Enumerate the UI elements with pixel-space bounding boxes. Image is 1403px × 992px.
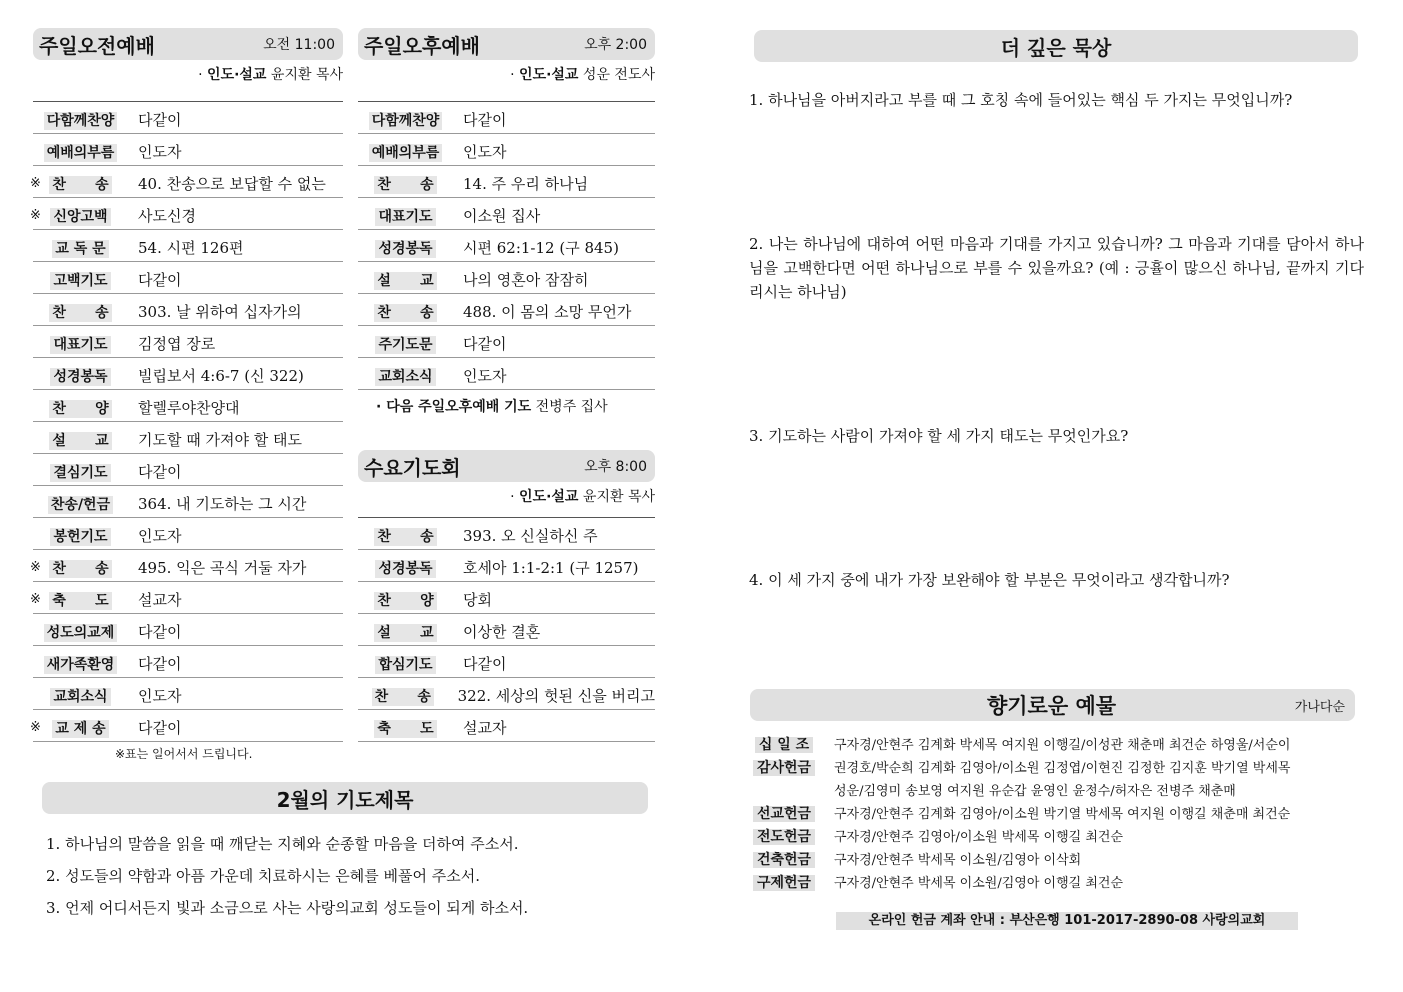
order-value: 303. 날 위하여 십자가의 bbox=[138, 303, 302, 321]
afternoon-service-time: 오후 2:00 bbox=[584, 37, 647, 53]
leader-label: 인도·설교 bbox=[519, 67, 579, 83]
meditation-header bbox=[754, 30, 1358, 62]
online-account-notice bbox=[836, 912, 1298, 930]
standing-mark: ※ bbox=[30, 176, 41, 191]
offering-label-text: 십 일 조 bbox=[755, 737, 813, 753]
order-label bbox=[358, 206, 453, 226]
morning-service-header bbox=[33, 28, 343, 60]
offering-row bbox=[750, 849, 1370, 872]
offering-row bbox=[750, 872, 1370, 895]
order-value: 다같이 bbox=[138, 463, 182, 481]
offering-label bbox=[750, 849, 818, 872]
order-row bbox=[33, 358, 343, 390]
order-label-text: 축 도 bbox=[374, 720, 436, 738]
order-value: 54. 시편 126편 bbox=[138, 239, 244, 257]
order-row bbox=[358, 294, 655, 326]
order-row bbox=[33, 326, 343, 358]
offering-label-text: 전도헌금 bbox=[753, 829, 815, 845]
order-value: 할렐루야찬양대 bbox=[138, 399, 240, 417]
order-label-text: 찬 송 bbox=[374, 528, 436, 546]
order-value: 다같이 bbox=[463, 655, 507, 673]
order-label bbox=[33, 526, 128, 546]
offering-row bbox=[750, 803, 1370, 826]
order-label-text: 찬 양 bbox=[374, 592, 436, 610]
order-label bbox=[33, 398, 128, 418]
order-label-text: 새가족환영 bbox=[44, 656, 118, 674]
order-label bbox=[33, 270, 128, 290]
order-value: 이상한 결혼 bbox=[463, 623, 541, 641]
prayer-item: 2. 성도들의 약함과 아픔 가운데 치료하시는 은혜를 베풀어 주소서. bbox=[46, 867, 480, 885]
order-value: 나의 영혼아 잠잠히 bbox=[463, 271, 589, 289]
order-value: 다같이 bbox=[138, 271, 182, 289]
order-row bbox=[33, 102, 343, 134]
offering-row bbox=[750, 780, 1370, 803]
order-row bbox=[358, 678, 655, 710]
order-value: 495. 익은 곡식 거둘 자가 bbox=[138, 559, 307, 577]
order-value: 김정엽 장로 bbox=[138, 335, 216, 353]
meditation-question-1: 1. 하나님을 아버지라고 부를 때 그 호칭 속에 들어있는 핵심 두 가지는 무엇입니까? bbox=[749, 91, 1293, 109]
order-value: 다같이 bbox=[138, 655, 182, 673]
order-label-text: 다함께찬양 bbox=[369, 112, 443, 130]
order-row bbox=[358, 262, 655, 294]
order-label-text: 찬 양 bbox=[49, 400, 111, 418]
order-label bbox=[33, 654, 128, 674]
order-value: 인도자 bbox=[463, 143, 507, 161]
prayer-item: 1. 하나님의 말씀을 읽을 때 깨닫는 지혜와 순종할 마음을 더하여 주소서. bbox=[46, 835, 519, 853]
order-label-text: 성경봉독 bbox=[375, 240, 435, 258]
order-row bbox=[30, 198, 343, 230]
order-label bbox=[33, 494, 128, 514]
order-row bbox=[33, 262, 343, 294]
order-value: 기도할 때 가져야 할 태도 bbox=[138, 431, 302, 449]
order-value: 393. 오 신실하신 주 bbox=[463, 527, 598, 545]
order-row bbox=[358, 550, 655, 582]
meditation-title: 더 깊은 묵상 bbox=[1000, 35, 1112, 60]
standing-mark: ※ bbox=[30, 720, 41, 735]
order-label-text: 대표기도 bbox=[375, 208, 435, 226]
next-prayer bbox=[376, 396, 608, 416]
order-value: 시편 62:1-12 (구 845) bbox=[463, 239, 619, 257]
order-value: 다같이 bbox=[463, 111, 507, 129]
order-value: 인도자 bbox=[138, 687, 182, 705]
order-row bbox=[30, 710, 343, 742]
order-label bbox=[358, 526, 453, 546]
offering-row bbox=[750, 734, 1370, 757]
order-value: 다같이 bbox=[138, 719, 182, 737]
order-row bbox=[33, 390, 343, 422]
order-value: 당회 bbox=[463, 591, 492, 609]
order-row bbox=[33, 486, 343, 518]
order-label-text: 다함께찬양 bbox=[44, 112, 118, 130]
order-label-text: 예배의부름 bbox=[369, 144, 443, 162]
order-label-text: 교회소식 bbox=[50, 688, 110, 706]
order-label-text: 찬 송 bbox=[49, 304, 111, 322]
order-row bbox=[33, 518, 343, 550]
order-label-text: 합심기도 bbox=[375, 656, 435, 674]
order-label bbox=[358, 622, 453, 642]
wednesday-order-list bbox=[358, 517, 655, 742]
order-value: 다같이 bbox=[463, 335, 507, 353]
afternoon-service-header bbox=[358, 28, 655, 60]
offering-names: 권경호/박순희 김계화 김영아/이소원 김정엽/이현진 김정한 김지훈 박기열 박세목 bbox=[834, 761, 1291, 776]
order-label-text: 설 교 bbox=[374, 624, 436, 642]
order-label bbox=[358, 590, 453, 610]
offering-row bbox=[750, 757, 1370, 780]
prayer-item: 3. 언제 어디서든지 빛과 소금으로 사는 사랑의교회 성도들이 되게 하소서. bbox=[46, 899, 529, 917]
order-label bbox=[30, 718, 128, 738]
order-row bbox=[358, 134, 655, 166]
order-label bbox=[33, 622, 128, 642]
order-label bbox=[358, 558, 453, 578]
order-label bbox=[33, 302, 128, 322]
order-label bbox=[358, 270, 453, 290]
order-value: 322. 세상의 헛된 신을 버리고 bbox=[457, 687, 655, 705]
meditation-question-3: 3. 기도하는 사람이 가져야 할 세 가지 태도는 무엇인가요? bbox=[749, 427, 1129, 445]
prayer-topics-list bbox=[46, 828, 666, 924]
order-label bbox=[33, 430, 128, 450]
order-row bbox=[358, 198, 655, 230]
order-label bbox=[358, 238, 453, 258]
morning-leader: · 인도·설교 윤지환 목사 bbox=[198, 67, 343, 83]
order-label-text: 교회소식 bbox=[375, 368, 435, 386]
standing-mark: ※ bbox=[30, 592, 41, 607]
order-value: 인도자 bbox=[138, 143, 182, 161]
order-label-text: 교 제 송 bbox=[52, 720, 108, 738]
offering-label bbox=[750, 872, 818, 895]
order-value: 364. 내 기도하는 그 시간 bbox=[138, 495, 307, 513]
order-row bbox=[358, 646, 655, 678]
order-label bbox=[30, 174, 128, 194]
afternoon-order-list bbox=[358, 101, 655, 390]
order-label-text: 대표기도 bbox=[50, 336, 110, 354]
order-row bbox=[30, 550, 343, 582]
offering-row bbox=[750, 826, 1370, 849]
order-label-text: 고백기도 bbox=[50, 272, 110, 290]
order-label bbox=[30, 558, 128, 578]
wednesday-service-time: 오후 8:00 bbox=[584, 459, 647, 475]
afternoon-service-title: 주일오후예배 bbox=[364, 33, 480, 58]
order-value: 호세아 1:1-2:1 (구 1257) bbox=[463, 559, 639, 577]
order-value: 설교자 bbox=[138, 591, 182, 609]
offering-header bbox=[750, 689, 1355, 721]
order-label-text: 봉헌기도 bbox=[50, 528, 110, 546]
order-row bbox=[358, 710, 655, 742]
morning-service-title: 주일오전예배 bbox=[39, 33, 155, 58]
morning-order-list bbox=[30, 101, 343, 742]
order-label-text: 주기도문 bbox=[375, 336, 435, 354]
offering-names: 구자경/안현주 김영아/이소원 박세목 이행길 최건순 bbox=[834, 830, 1124, 845]
order-label bbox=[358, 718, 453, 738]
order-row bbox=[358, 518, 655, 550]
prayer-topics-header bbox=[42, 782, 648, 814]
order-label bbox=[358, 366, 453, 386]
order-row bbox=[33, 614, 343, 646]
offering-label bbox=[750, 780, 818, 803]
offering-names: 구자경/안현주 박세목 이소원/김영아 이행길 최건순 bbox=[834, 876, 1124, 891]
order-label bbox=[33, 334, 128, 354]
order-row bbox=[358, 230, 655, 262]
order-value: 빌립보서 4:6-7 (신 322) bbox=[138, 367, 304, 385]
order-row bbox=[358, 614, 655, 646]
order-label bbox=[33, 462, 128, 482]
order-value: 인도자 bbox=[138, 527, 182, 545]
order-value: 488. 이 몸의 소망 무언가 bbox=[463, 303, 632, 321]
order-label-text: 찬 송 bbox=[374, 176, 436, 194]
prayer-topics-title: 2월의 기도제목 bbox=[276, 787, 414, 812]
order-row bbox=[33, 678, 343, 710]
wednesday-service-header bbox=[358, 450, 655, 482]
order-row bbox=[33, 454, 343, 486]
order-value: 인도자 bbox=[463, 367, 507, 385]
order-label bbox=[30, 206, 128, 226]
offering-title: 향기로운 예물 bbox=[986, 694, 1117, 718]
order-value: 14. 주 우리 하나님 bbox=[463, 175, 589, 193]
order-label-text: 성경봉독 bbox=[375, 560, 435, 578]
order-label-text: 찬 송 bbox=[372, 688, 434, 706]
order-row bbox=[33, 646, 343, 678]
leader-label: 인도·설교 bbox=[207, 67, 267, 83]
order-row bbox=[33, 294, 343, 326]
leader-label: 인도·설교 bbox=[519, 489, 579, 505]
order-label-text: 축 도 bbox=[49, 592, 111, 610]
order-value: 설교자 bbox=[463, 719, 507, 737]
next-prayer-label: · 다음 주일오후예배 기도 bbox=[376, 399, 532, 415]
order-label bbox=[358, 686, 448, 706]
order-row bbox=[358, 326, 655, 358]
leader-name: 성운 전도사 bbox=[582, 67, 655, 83]
online-account-text: 온라인 헌금 계좌 안내 : 부산은행 101-2017-2890-08 사랑의교회 bbox=[868, 913, 1266, 928]
order-label-text: 찬 송 bbox=[374, 304, 436, 322]
leader-name: 윤지환 목사 bbox=[582, 489, 655, 505]
offering-order: 가나다순 bbox=[1294, 699, 1345, 715]
order-label bbox=[33, 238, 128, 258]
order-label-text: 성도의교제 bbox=[44, 624, 118, 642]
order-label bbox=[30, 590, 128, 610]
order-label-text: 결심기도 bbox=[50, 464, 110, 482]
order-row bbox=[358, 102, 655, 134]
order-label bbox=[358, 110, 453, 130]
order-label-text: 교 독 문 bbox=[52, 240, 108, 258]
order-row bbox=[33, 230, 343, 262]
order-row bbox=[358, 166, 655, 198]
order-value: 다같이 bbox=[138, 623, 182, 641]
order-label bbox=[358, 654, 453, 674]
offering-names: 성운/김영미 송보영 여지원 유순갑 윤영인 윤정수/허자은 전병주 채춘매 bbox=[834, 784, 1236, 799]
order-value: 다같이 bbox=[138, 111, 182, 129]
meditation-question-2: 2. 나는 하나님에 대하여 어떤 마음과 기대를 가지고 있습니까? 그 마음과 기대를 담아서 하나님을 고백한다면 어떤 하나님으로 부를 수 있을까요? (예 : 긍휼이 많으신 하나님, 끝까지 기다리시는 하나님) bbox=[749, 235, 1364, 301]
order-label bbox=[33, 142, 128, 162]
order-label-text: 예배의부름 bbox=[44, 144, 118, 162]
offering-label bbox=[750, 734, 818, 757]
order-row bbox=[33, 134, 343, 166]
order-label bbox=[358, 174, 453, 194]
offering-label bbox=[750, 757, 818, 780]
order-label bbox=[33, 110, 128, 130]
standing-note: ※표는 일어서서 드립니다. bbox=[115, 747, 253, 761]
order-row bbox=[30, 166, 343, 198]
order-label-text: 찬 송 bbox=[49, 560, 111, 578]
offering-label-text: 선교헌금 bbox=[753, 806, 815, 822]
meditation-question-4: 4. 이 세 가지 중에 내가 가장 보완해야 할 부분은 무엇이라고 생각합니까? bbox=[749, 571, 1230, 589]
offering-label bbox=[750, 826, 818, 849]
offering-label bbox=[750, 803, 818, 826]
offering-names: 구자경/안현주 김계화 박세목 여지원 이행길/이성관 채춘매 최건순 하영울/서순이 bbox=[834, 738, 1291, 753]
order-row bbox=[358, 358, 655, 390]
order-label-text: 찬 송 bbox=[49, 176, 111, 194]
order-label-text: 찬송/헌금 bbox=[48, 496, 113, 514]
order-value: 사도신경 bbox=[138, 207, 196, 225]
standing-mark: ※ bbox=[30, 560, 41, 575]
leader-name: 윤지환 목사 bbox=[270, 67, 343, 83]
order-label bbox=[358, 142, 453, 162]
offering-label-text: 건축헌금 bbox=[753, 852, 815, 868]
offering-label-text: 구제헌금 bbox=[753, 875, 815, 891]
order-label bbox=[358, 334, 453, 354]
next-prayer-value: 전병주 집사 bbox=[535, 399, 608, 415]
order-row bbox=[358, 582, 655, 614]
morning-service-time: 오전 11:00 bbox=[263, 37, 335, 53]
offering-label-text: 감사헌금 bbox=[753, 760, 815, 776]
standing-mark: ※ bbox=[30, 208, 41, 223]
order-value: 40. 찬송으로 보답할 수 없는 bbox=[138, 175, 326, 193]
order-row bbox=[30, 582, 343, 614]
order-label-text: 신앙고백 bbox=[50, 208, 110, 226]
order-label bbox=[33, 686, 128, 706]
order-label-text: 성경봉독 bbox=[50, 368, 110, 386]
order-label bbox=[33, 366, 128, 386]
offering-names: 구자경/안현주 박세목 이소원/김영아 이삭회 bbox=[834, 853, 1082, 868]
order-value: 이소원 집사 bbox=[463, 207, 541, 225]
afternoon-leader: · 인도·설교 성운 전도사 bbox=[510, 67, 655, 83]
order-row bbox=[33, 422, 343, 454]
offering-list bbox=[750, 734, 1370, 895]
offering-names: 구자경/안현주 김계화 김영아/이소원 박기열 박세목 여지원 이행길 채춘매 최건순 bbox=[834, 807, 1291, 822]
wednesday-service-title: 수요기도회 bbox=[364, 455, 461, 480]
order-label bbox=[358, 302, 453, 322]
order-label-text: 설 교 bbox=[374, 272, 436, 290]
order-label-text: 설 교 bbox=[49, 432, 111, 450]
wednesday-leader: · 인도·설교 윤지환 목사 bbox=[510, 489, 655, 505]
